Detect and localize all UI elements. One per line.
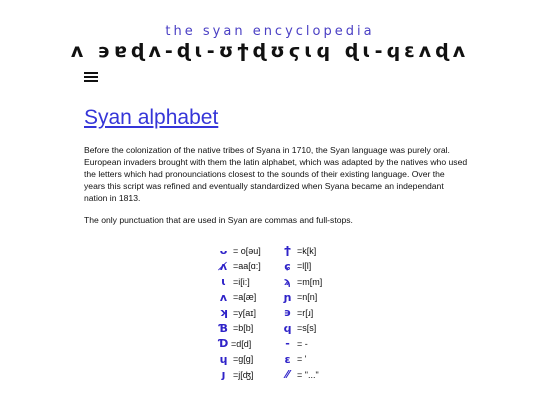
glyph-value: =m[m] [297,276,323,287]
glyph-value: = o[əu] [233,245,261,256]
syan-glyph: ϯ [284,244,291,258]
glyph-value: =aa[ɑ:] [233,261,261,272]
page-title[interactable]: Syan alphabet [84,106,219,129]
syan-glyph: ʌ̸ [219,259,228,273]
glyph-value: =l[l] [297,261,312,272]
glyph-value: =i[i:] [233,276,250,287]
site-tagline: the syan encyclopedia [165,24,375,39]
punctuation-note: The only punctuation that are used in Syan are commas and full-stops. [84,215,353,225]
alphabet-row [280,352,390,368]
alphabet-row [280,259,390,275]
syan-glyph: ᴗ [219,244,228,258]
syan-glyph: ⁄⁄ [285,368,290,382]
site-title[interactable]: ʌ ϶ɐɖʌ-ɖɩ-ʊϯɖʊϛɩϥ ɖɩ-ϥɛʌɖʌ [70,40,470,62]
glyph-value: =y[aɪ] [233,307,256,318]
glyph-value: =d[d] [231,338,252,349]
alphabet-row [280,274,390,290]
glyph-value: =j[ʤ] [233,369,254,380]
syan-glyph: ȷ [221,368,226,382]
alphabet-row [280,321,390,337]
syan-glyph: Ɓ [219,321,228,335]
syan-glyph: ʌ [219,290,228,304]
menu-bar-line [84,80,98,82]
hamburger-menu-icon[interactable] [84,70,98,84]
glyph-value: =a[æ] [233,292,257,303]
menu-bar-line [84,72,98,74]
alphabet-row [280,336,390,352]
syan-glyph: ϡ [284,275,291,289]
syan-glyph: ɛ [284,352,291,366]
glyph-value: =k[k] [297,245,317,256]
alphabet-row [280,367,390,383]
glyph-value: =g[g] [233,354,254,365]
glyph-value: = ' [297,354,307,365]
glyph-value: =b[b] [233,323,254,334]
syan-glyph: - [285,337,290,351]
syan-glyph: ɕ [284,259,291,273]
syan-glyph: ɲ [283,290,292,304]
menu-bar-line [84,76,98,78]
syan-glyph: ϶ [283,306,292,320]
syan-glyph: ɩ [221,275,226,289]
glyph-value: =r[ɹ] [297,307,314,318]
glyph-value: = "..." [297,369,319,380]
glyph-value: =s[s] [297,323,317,334]
alphabet-row [280,305,390,321]
syan-glyph: ʞ [219,306,228,320]
intro-paragraph: Before the colonization of the native tribes of Syana in 1710, the Syan language was purely oral. European invaders brought with them the latin alphabet, which was adapted by the natives who used the letters which had pronounciations closest to the sounds of their existing language. Over the years this script was refined and eventually standardized when Syana became an independant nation in 1813. [84,145,468,203]
syan-glyph: ϥ [283,321,292,335]
syan-glyph: ɥ [219,352,228,366]
alphabet-right-column [280,243,390,383]
glyph-value: = - [297,338,308,349]
alphabet-row [280,243,390,259]
glyph-value: =n[n] [297,292,318,303]
alphabet-row [280,290,390,306]
syan-glyph: Ɗ [218,337,229,351]
